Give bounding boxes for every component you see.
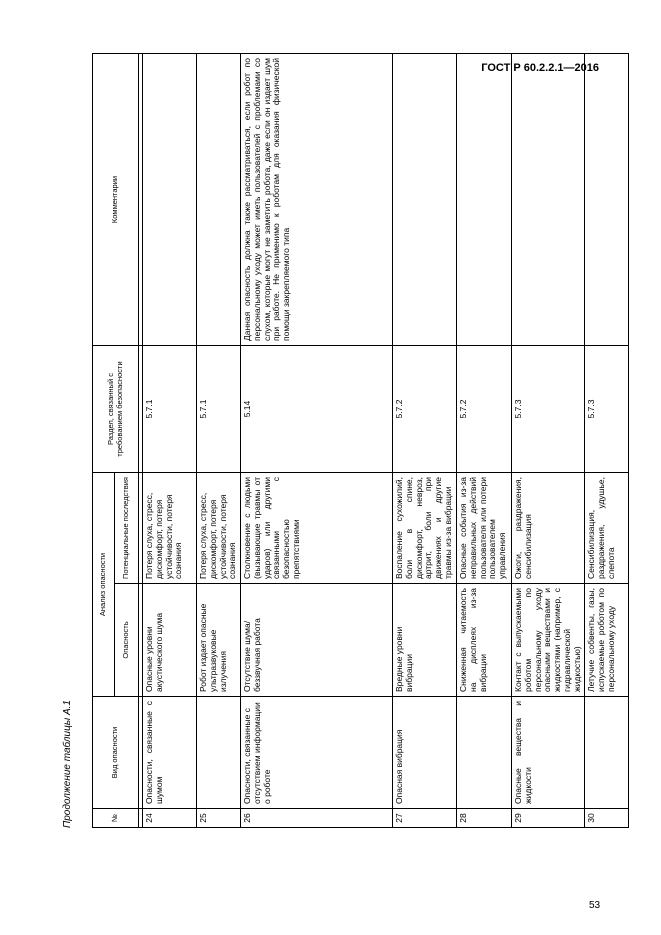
row-consequences: Сенсибилизация, раздражения, удушье, слепота (585, 473, 629, 584)
row-hazard-type (457, 697, 512, 809)
row-hazard-type: Опасности, связанные с отсутствием информации о роботе (241, 697, 393, 809)
row-comments (457, 54, 512, 346)
table-row (585, 54, 629, 828)
col-header-comments: Комментарии (93, 54, 139, 346)
row-hazard-type (585, 697, 629, 809)
row-section: 5.7.1 (143, 346, 197, 473)
row-consequences: Столкновение с людьми (вызывающие травмы от ударов) или другими связанными с безопасностью препятствиями (241, 473, 393, 584)
col-header-analysis: Анализ опасности (93, 473, 115, 697)
row-comments (197, 54, 241, 346)
col-header-consequences: Потенциальные последствия (115, 473, 139, 584)
hazard-analysis-table (92, 53, 629, 828)
row-section: 5.7.1 (197, 346, 241, 473)
row-hazard: Сниженная читаемость на дисплеях из-за вибрации (457, 584, 512, 697)
row-section: 5.7.3 (585, 346, 629, 473)
row-section: 5.7.2 (457, 346, 512, 473)
table-row (197, 54, 241, 828)
rotated-table-container (62, 54, 616, 828)
row-number: 25 (197, 809, 241, 828)
row-number: 27 (393, 809, 457, 828)
row-number: 28 (457, 809, 512, 828)
table-row (457, 54, 512, 828)
table-caption: Продолжение таблицы А.1 (62, 700, 73, 828)
standard-header: ГОСТ Р 60.2.2.1—2016 (481, 62, 599, 74)
col-header-hazard-type: Вид опасности (93, 697, 139, 809)
table-row (512, 54, 585, 828)
row-comments: Данная опасность должна также рассматриваться, если робот по персональному уходу может иметь пользователей с проблемами со слухом, которые могут не заметить робота, даже если он издает шум при работе. Не применимо к роботам для оказания физической помощи закрепляемого типа (241, 54, 393, 346)
row-number: 24 (143, 809, 197, 828)
row-hazard-type: Опасности, связанные с шумом (143, 697, 197, 809)
row-hazard: Контакт с выпускаемыми роботом по персональному уходу опасными веществами и жидкостями (например, с гидравлической жидкостью) (512, 584, 585, 697)
row-hazard-type: Опасные вещества и жидкости (512, 697, 585, 809)
row-comments (393, 54, 457, 346)
row-hazard-type: Опасная вибрация (393, 697, 457, 809)
row-section: 5.14 (241, 346, 393, 473)
col-header-hazard: Опасность (115, 584, 139, 697)
row-consequences: Опасные события из-за неправильных действий пользователя или потери пользователем управления (457, 473, 512, 584)
row-number: 29 (512, 809, 585, 828)
row-comments (143, 54, 197, 346)
table-row (241, 54, 393, 828)
row-comments (585, 54, 629, 346)
row-hazard: Опасные уровни акустического шума (143, 584, 197, 697)
row-number: 26 (241, 809, 393, 828)
row-number: 30 (585, 809, 629, 828)
row-section: 5.7.3 (512, 346, 585, 473)
table-row (143, 54, 197, 828)
row-hazard: Летучие собвенты, газы, испускаемые роботом по персональному уходу (585, 584, 629, 697)
row-section: 5.7.2 (393, 346, 457, 473)
col-header-number: № (93, 809, 139, 828)
row-hazard: Вредные уровни вибрации (393, 584, 457, 697)
row-consequences: Потеря слуха, стресс, дискомфорт, потеря устойчивости, потеря сознания (143, 473, 197, 584)
row-comments (512, 54, 585, 346)
row-hazard: Отсутствие шума/беззвучная работа (241, 584, 393, 697)
page-number: 53 (589, 900, 601, 911)
col-header-section: Раздел, связанный с требованием безопасности (93, 346, 139, 473)
row-consequences: Ожоги, раздражения, сенсибилизация (512, 473, 585, 584)
table-row (393, 54, 457, 828)
row-hazard: Робот издает опасные ультразвуковые излучения (197, 584, 241, 697)
row-hazard-type (197, 697, 241, 809)
row-consequences: Воспаление сухожилий, боли в спине, дискомфорт, невроз, артрит, боли при движениях и другие травмы из-за вибрации (393, 473, 457, 584)
row-consequences: Потеря слуха, стресс, дискомфорт, потеря устойчивости, потеря сознания (197, 473, 241, 584)
